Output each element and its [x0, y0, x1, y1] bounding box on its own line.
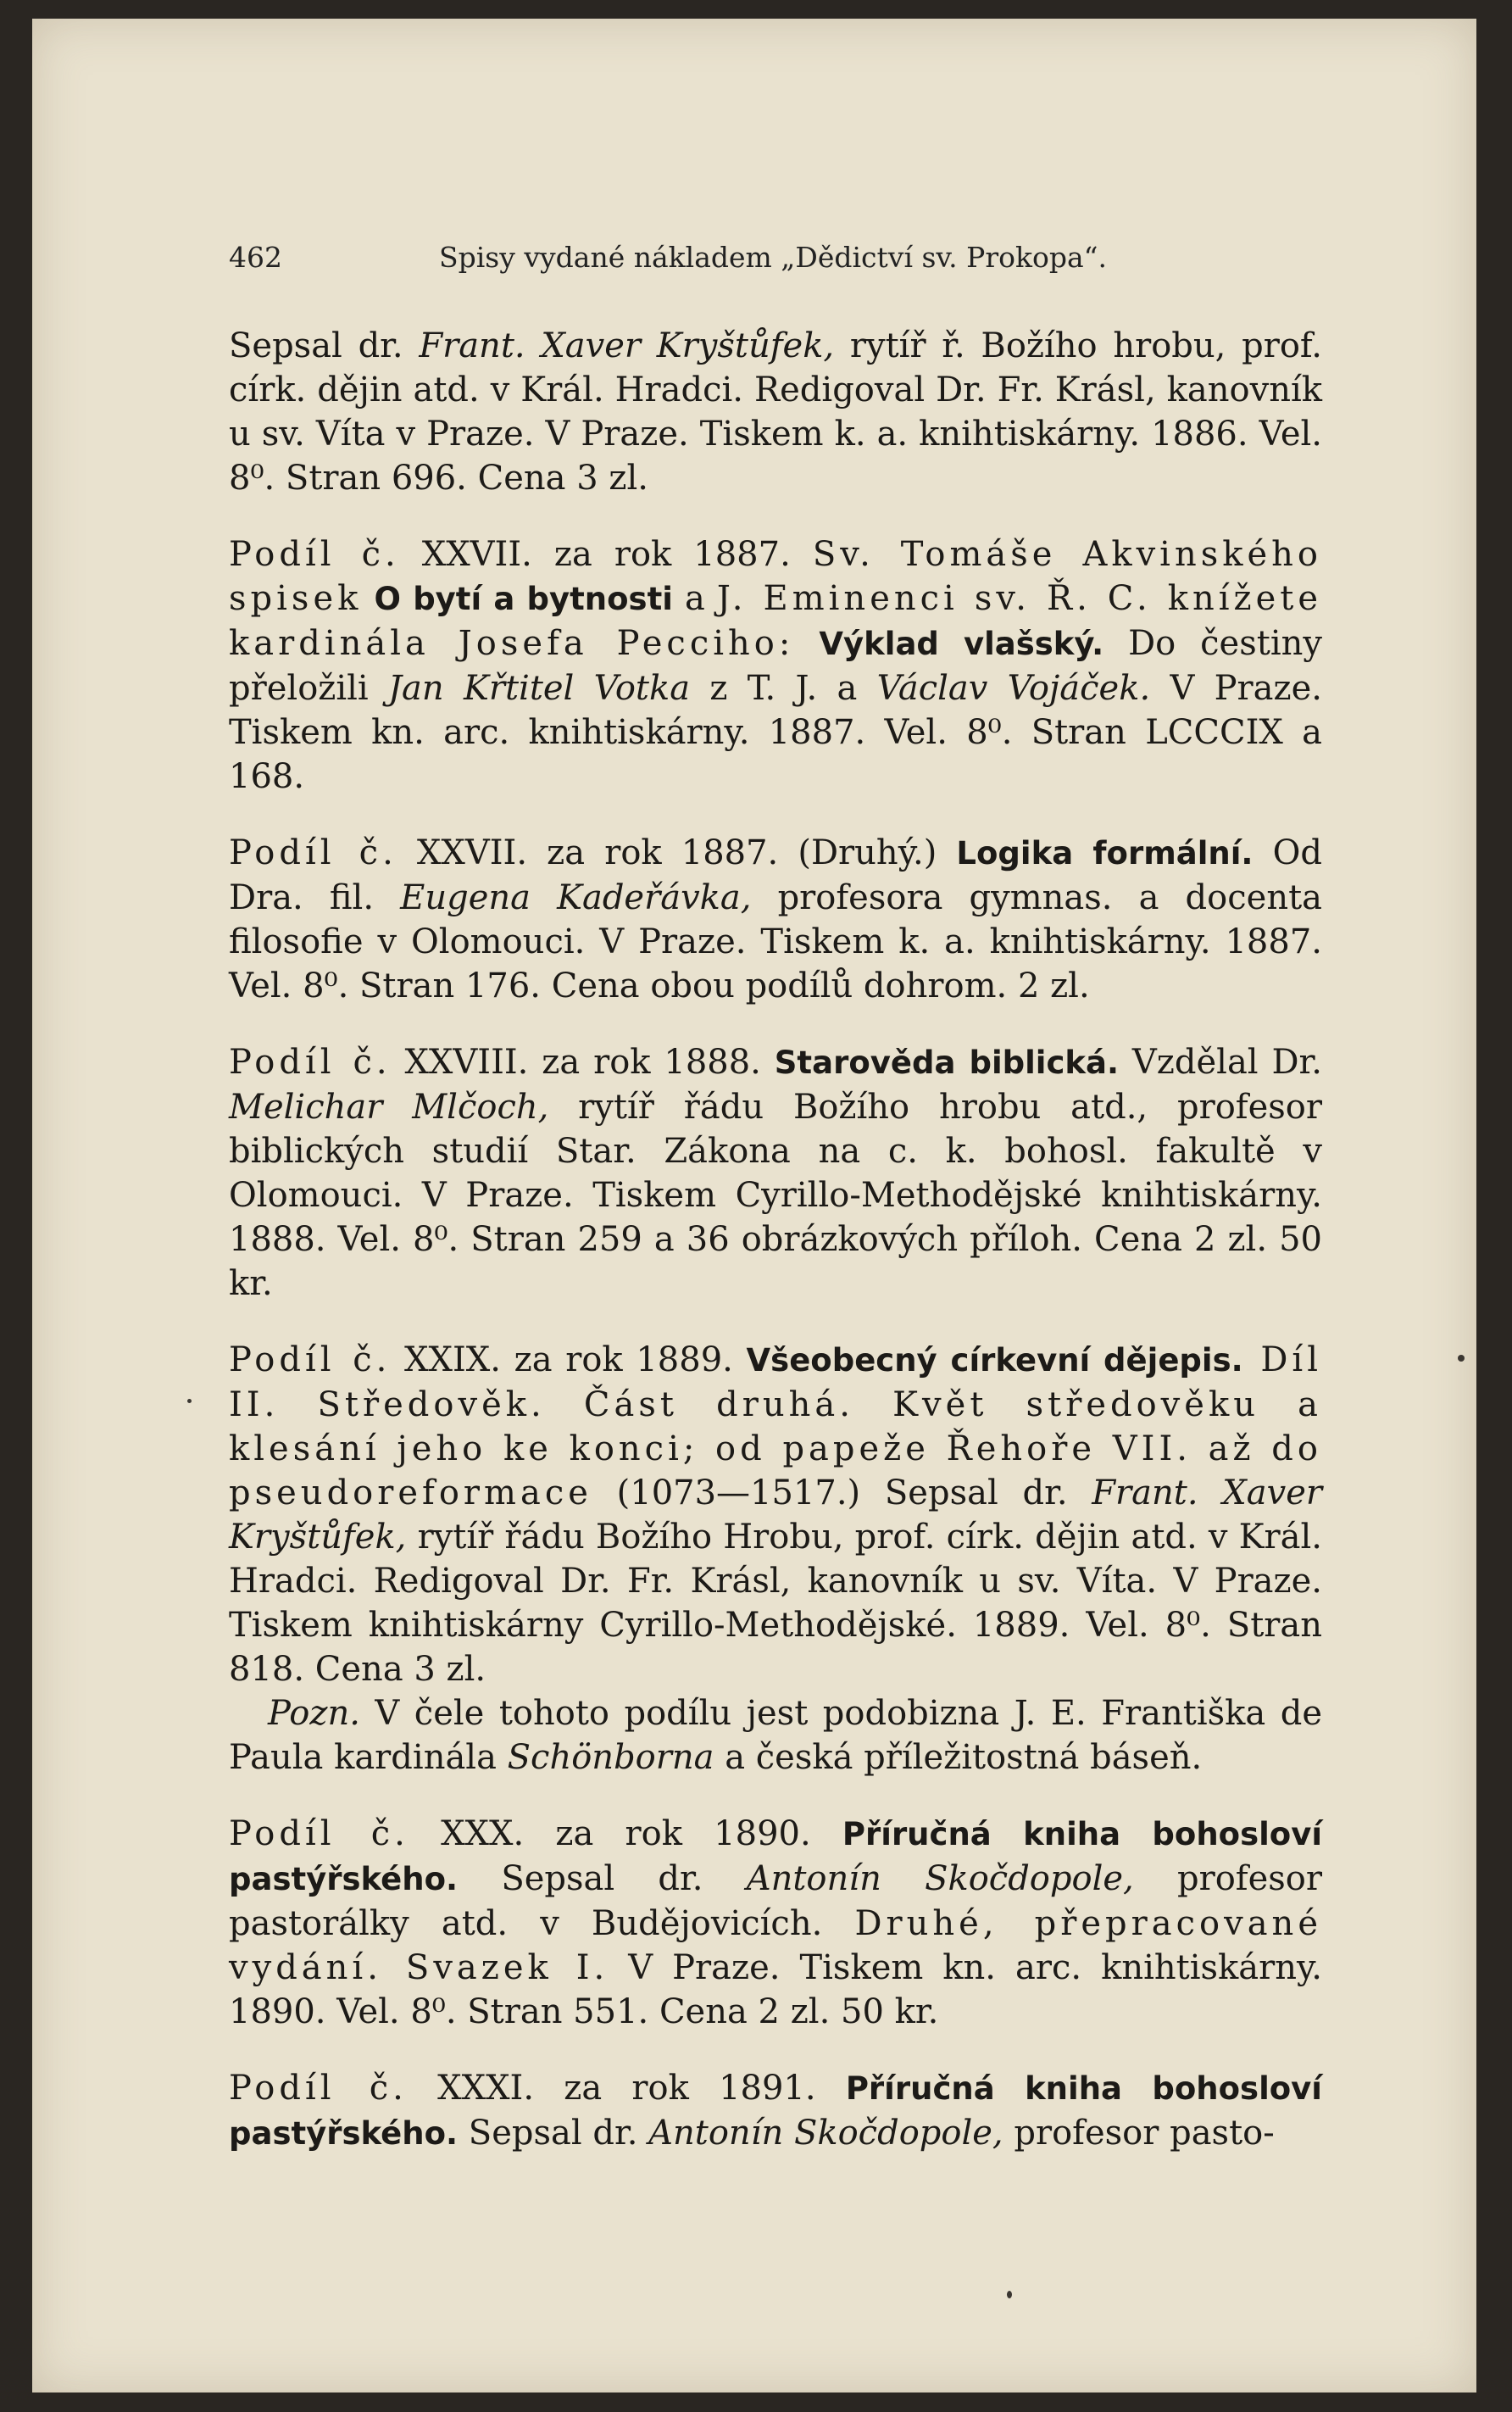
person-name: Schönborna	[507, 1738, 714, 1777]
translator-name: Jan Křtitel Votka	[388, 669, 691, 708]
text-run: profesora gymnas. a docenta filosofie v Olomouci. V Praze. Tiskem k. a. knihtiskárny. 1887. Vel. 8⁰. Stran 176. Cena obou podílů dohrom. 2 zl.	[229, 878, 1323, 1005]
book-title: Příručná kniha bohosloví pastýřského.	[229, 2070, 1322, 2152]
entry-label: Podíl č.	[229, 535, 400, 574]
book-title: Všeobecný církevní dějepis.	[746, 1342, 1243, 1379]
page-body	[229, 324, 1322, 2188]
entry-podil-28	[229, 1040, 1322, 1306]
text-run: Vzdělal Dr.	[1119, 1043, 1322, 1082]
paragraph	[229, 1338, 1322, 1691]
text-run: V Praze. Tiskem kn. arc. knihtiskárny. 1890. Vel. 8⁰. Stran 551. Cena 2 zl. 50 kr.	[229, 1948, 1322, 2031]
book-title: Logika formální.	[956, 835, 1254, 872]
author-name: Antonín Skočdopole,	[648, 2114, 1003, 2153]
book-title: O bytí a bytnosti	[362, 581, 673, 617]
text-run: rytíř řádu Božího hrobu atd., profesor biblických studií Star. Zákona na c. k. bohosl. fakultě v Olomouci. V Praze. Tiskem Cyrillo-Methodějské knihtiskárny. 1888. Vel. 8⁰. Stran 259 a 36 obrázkových příloh. Cena 2 zl. 50 kr.	[229, 1088, 1322, 1303]
entry-label: Podíl č.	[229, 1340, 392, 1379]
text-run: z T. J. a	[690, 669, 877, 708]
paragraph	[229, 1040, 1322, 1306]
paper-speck	[187, 1399, 192, 1403]
author-name: Eugena Kadeřávka,	[400, 878, 752, 917]
text-run: XXIX. za rok 1889.	[391, 1340, 747, 1379]
entry-label: Podíl č.	[229, 1043, 392, 1082]
author-name: Antonín Skočdopole,	[746, 1859, 1134, 1898]
spaced-text: Druhé, přepracované vydání. Svazek I.	[229, 1904, 1322, 1987]
entry-podil-30	[229, 1812, 1322, 2034]
text-run: Sepsal dr.	[458, 1859, 747, 1898]
paragraph	[229, 2066, 1322, 2156]
paragraph	[229, 1812, 1322, 2034]
paper-speck	[1458, 1355, 1465, 1362]
spaced-text: Sv. Tomáše Akvinského spisek	[229, 535, 1322, 618]
spaced-text: Díl II. Středověk. Část druhá. Květ středověku a klesání jeho ke konci; od papeže Řehoře VII. až do pseudoreformace	[229, 1340, 1322, 1512]
entry-label: Podíl č.	[229, 833, 397, 872]
translator-name: Václav Vojáček.	[876, 669, 1151, 708]
text-run: Od Dra. fil.	[229, 833, 1322, 917]
text-run: rytíř řádu Božího Hrobu, prof. círk. dějin atd. v Král. Hradci. Redigoval Dr. Fr. Krásl, kanovník u sv. Víta. V Praze. Tiskem knihtiskárny Cyrillo-Methodějské. 1889. Vel. 8⁰. Stran 818. Cena 3 zl.	[229, 1518, 1322, 1689]
text-run: Sepsal dr.	[229, 326, 420, 365]
text-run: Do čestiny přeložili	[229, 624, 1322, 708]
text-run: XXX. za rok 1890.	[409, 1814, 842, 1853]
entry-label: Podíl č.	[229, 1814, 409, 1853]
entry-podil-31	[229, 2066, 1322, 2156]
book-title: Výklad vlašský.	[794, 626, 1104, 662]
book-title: Příručná kniha bohosloví pastýřského.	[229, 1816, 1323, 1897]
note-label: Pozn.	[268, 1694, 360, 1733]
paragraph	[229, 831, 1322, 1008]
author-name: Melichar Mlčoch,	[229, 1088, 549, 1127]
text-run: profesor pasto-	[1003, 2114, 1275, 2153]
author-name: Frant. Xaver Kryštůfek,	[419, 326, 835, 365]
text-run: (1073—1517.) Sepsal dr.	[592, 1473, 1092, 1512]
paper-speck	[1007, 2291, 1012, 2298]
entry-continuation	[229, 324, 1322, 500]
entry-label: Podíl č.	[229, 2069, 408, 2108]
text-run: XXXI. za rok 1891.	[407, 2069, 846, 2108]
entry-podil-27a	[229, 532, 1322, 799]
text-run: a česká příležitostná báseň.	[714, 1738, 1203, 1777]
running-title: Spisy vydané nákladem „Dědictví sv. Prokopa“.	[439, 241, 1108, 274]
text-run: XXVIII. za rok 1888.	[391, 1043, 775, 1082]
book-page	[32, 19, 1476, 2393]
book-title: Starověda biblická.	[774, 1044, 1120, 1081]
text-run: XXVII. za rok 1887.	[399, 535, 813, 574]
author-name: Frant. Xaver Kryštůfek,	[229, 1473, 1323, 1557]
text-run: profesor pastorálky atd. v Budějovicích.	[229, 1859, 1323, 1943]
note-paragraph	[229, 1691, 1322, 1780]
entry-podil-27b	[229, 831, 1322, 1008]
entry-podil-29	[229, 1338, 1322, 1780]
text-run: V čele tohoto podílu jest podobizna J. E. Františka de Paula kardinála	[229, 1694, 1322, 1777]
text-run: XXVII. za rok 1887. (Druhý.)	[397, 833, 957, 872]
text-run: Sepsal dr.	[458, 2114, 649, 2153]
text-run: rytíř ř. Božího hrobu, prof. círk. dějin atd. v Král. Hradci. Redigoval Dr. Fr. Krásl, kanovník u sv. Víta v Praze. V Praze. Tiskem k. a. knihtiskárny. 1886. Vel. 8⁰. Stran 696. Cena 3 zl.	[229, 326, 1322, 498]
paragraph	[229, 324, 1322, 500]
paragraph	[229, 532, 1322, 799]
page-number: 462	[229, 241, 282, 274]
text-run: a	[672, 579, 717, 618]
text-run: V Praze. Tiskem kn. arc. knihtiskárny. 1887. Vel. 8⁰. Stran LCCCIX a 168.	[229, 669, 1322, 796]
spaced-text: J. Eminenci sv. Ř. C. knížete kardinála Josefa Pecciho:	[229, 579, 1322, 663]
